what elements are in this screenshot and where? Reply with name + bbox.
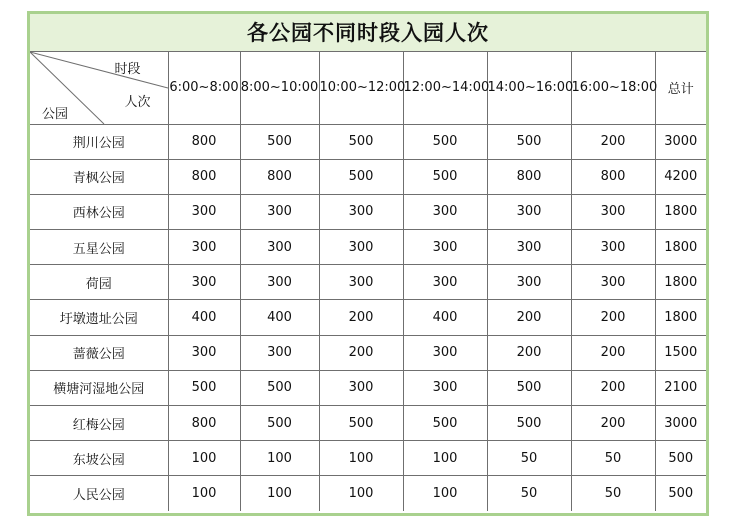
total-cell: 1800 [655, 300, 706, 335]
column-header: 8:00~10:00 [240, 52, 319, 124]
value-cell: 100 [319, 441, 403, 476]
value-cell: 300 [403, 230, 487, 265]
table-row [30, 406, 706, 441]
value-cell: 500 [240, 124, 319, 159]
park-name-cell: 青枫公园 [30, 159, 168, 194]
value-cell: 200 [571, 300, 655, 335]
value-cell: 200 [319, 335, 403, 370]
value-cell: 500 [319, 159, 403, 194]
column-header: 6:00~8:00 [168, 52, 240, 124]
total-cell: 500 [655, 476, 706, 511]
park-name-cell: 西林公园 [30, 194, 168, 229]
total-cell: 1800 [655, 230, 706, 265]
corner-header-cell [30, 52, 168, 124]
value-cell: 300 [487, 230, 571, 265]
park-name-cell: 圩墩遗址公园 [30, 300, 168, 335]
value-cell: 300 [487, 265, 571, 300]
value-cell: 100 [403, 441, 487, 476]
value-cell: 50 [571, 476, 655, 511]
value-cell: 300 [168, 265, 240, 300]
total-cell: 1500 [655, 335, 706, 370]
total-cell: 1800 [655, 194, 706, 229]
value-cell: 800 [240, 159, 319, 194]
table-row [30, 476, 706, 511]
value-cell: 100 [319, 476, 403, 511]
column-header-total: 总计 [655, 52, 706, 124]
table-row [30, 124, 706, 159]
value-cell: 500 [403, 124, 487, 159]
value-cell: 300 [403, 335, 487, 370]
value-cell: 800 [571, 159, 655, 194]
diagonal-line-upper [30, 52, 168, 88]
park-name-cell: 东坡公园 [30, 441, 168, 476]
value-cell: 400 [240, 300, 319, 335]
value-cell: 200 [487, 300, 571, 335]
park-name-cell: 人民公园 [30, 476, 168, 511]
total-cell: 1800 [655, 265, 706, 300]
total-cell: 3000 [655, 124, 706, 159]
value-cell: 300 [403, 370, 487, 405]
column-header: 14:00~16:00 [487, 52, 571, 124]
table-row [30, 230, 706, 265]
park-name-cell: 荷园 [30, 265, 168, 300]
value-cell: 300 [403, 194, 487, 229]
table-row [30, 335, 706, 370]
value-cell: 800 [487, 159, 571, 194]
corner-label-visits: 人次 [124, 95, 151, 110]
total-cell: 4200 [655, 159, 706, 194]
value-cell: 100 [240, 441, 319, 476]
value-cell: 300 [319, 194, 403, 229]
value-cell: 500 [403, 406, 487, 441]
value-cell: 300 [240, 230, 319, 265]
column-header: 16:00~18:00 [571, 52, 655, 124]
value-cell: 300 [319, 265, 403, 300]
value-cell: 200 [571, 124, 655, 159]
value-cell: 500 [403, 159, 487, 194]
value-cell: 300 [403, 265, 487, 300]
value-cell: 500 [240, 406, 319, 441]
value-cell: 300 [240, 194, 319, 229]
table-row [30, 159, 706, 194]
table-row [30, 300, 706, 335]
value-cell: 500 [487, 370, 571, 405]
total-cell: 3000 [655, 406, 706, 441]
value-cell: 800 [168, 406, 240, 441]
total-cell: 500 [655, 441, 706, 476]
value-cell: 300 [571, 265, 655, 300]
value-cell: 800 [168, 159, 240, 194]
value-cell: 500 [240, 370, 319, 405]
corner-label-park: 公园 [42, 107, 69, 122]
value-cell: 100 [168, 476, 240, 511]
value-cell: 300 [571, 230, 655, 265]
value-cell: 300 [319, 230, 403, 265]
value-cell: 200 [571, 335, 655, 370]
value-cell: 300 [240, 265, 319, 300]
header-row [30, 52, 706, 124]
value-cell: 500 [487, 406, 571, 441]
table-row [30, 194, 706, 229]
value-cell: 50 [487, 476, 571, 511]
value-cell: 500 [168, 370, 240, 405]
park-name-cell: 横塘河湿地公园 [30, 370, 168, 405]
value-cell: 100 [240, 476, 319, 511]
park-name-cell: 蔷薇公园 [30, 335, 168, 370]
value-cell: 500 [319, 406, 403, 441]
value-cell: 300 [168, 335, 240, 370]
value-cell: 200 [571, 406, 655, 441]
value-cell: 400 [403, 300, 487, 335]
value-cell: 300 [168, 194, 240, 229]
table-row [30, 265, 706, 300]
park-name-cell: 荆川公园 [30, 124, 168, 159]
value-cell: 100 [168, 441, 240, 476]
table-frame [27, 11, 709, 516]
park-name-cell: 五星公园 [30, 230, 168, 265]
visitor-table [30, 52, 706, 511]
value-cell: 300 [487, 194, 571, 229]
table-row [30, 370, 706, 405]
value-cell: 50 [487, 441, 571, 476]
value-cell: 200 [319, 300, 403, 335]
table-title: 各公园不同时段入园人次 [30, 14, 706, 52]
column-header: 10:00~12:00 [319, 52, 403, 124]
value-cell: 300 [240, 335, 319, 370]
value-cell: 300 [571, 194, 655, 229]
column-header: 12:00~14:00 [403, 52, 487, 124]
park-name-cell: 红梅公园 [30, 406, 168, 441]
value-cell: 800 [168, 124, 240, 159]
value-cell: 100 [403, 476, 487, 511]
value-cell: 400 [168, 300, 240, 335]
value-cell: 300 [168, 230, 240, 265]
value-cell: 50 [571, 441, 655, 476]
value-cell: 200 [487, 335, 571, 370]
corner-label-period: 时段 [114, 62, 141, 77]
value-cell: 500 [487, 124, 571, 159]
value-cell: 200 [571, 370, 655, 405]
value-cell: 300 [319, 370, 403, 405]
value-cell: 500 [319, 124, 403, 159]
total-cell: 2100 [655, 370, 706, 405]
table-row [30, 441, 706, 476]
